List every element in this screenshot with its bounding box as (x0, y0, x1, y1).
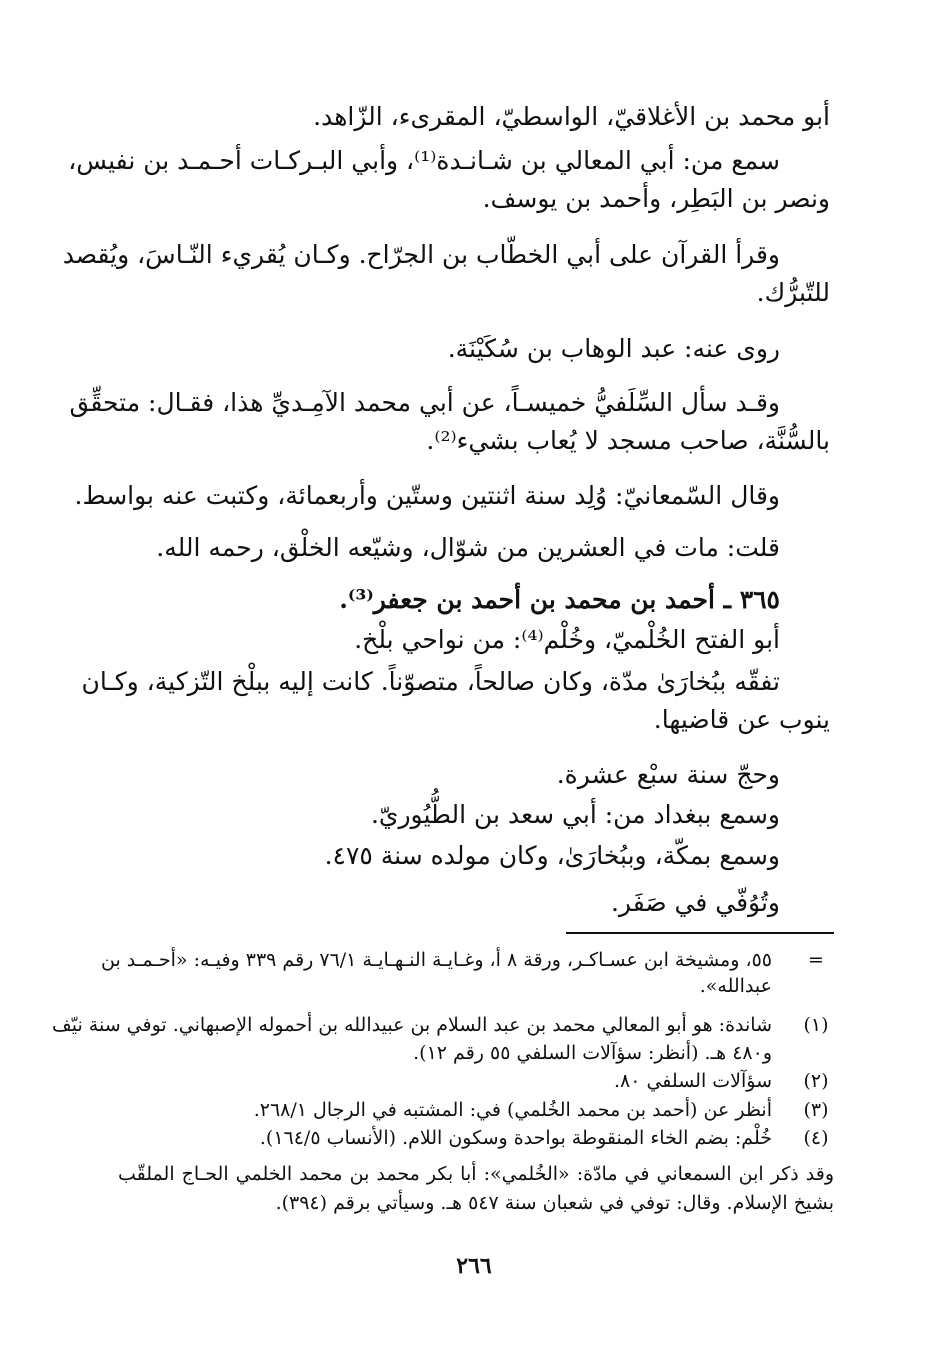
paragraph-line: أبو محمد بن الأغلاقيّ، الواسطيّ، المقرىء، الزّاهد. (313, 102, 830, 131)
footnote-line: عبدالله». (699, 975, 772, 997)
paragraph-line: تفقّه ببُخارَىٰ مدّة، وكان صالحاً، متصوّناً. كانت إليه ببلْخ التّزكية، وكـان (81, 667, 780, 696)
footnote-line: و٤٨٠ هـ. (أنظر: سؤآلات السلفي ٥٥ رقم ١٢). (413, 1042, 772, 1064)
footnote-line: شاندة: هو أبو المعالي محمد بن عبد السلام بن عبيدالله بن أحموله الإصبهاني. توفي سنة نيّف (52, 1014, 772, 1036)
footnote-line: أنظر عن (أحمد بن محمد الخُلمي) في: المشتبه في الرجال ٢٦٨/١. (253, 1099, 772, 1121)
footnote-marker: (٢) (803, 1070, 829, 1092)
paragraph-line: ونصر بن البَطِر، وأحمد بن يوسف. (482, 184, 830, 213)
paragraph-line: وسمع بمكّة، وببُخارَىٰ، وكان مولده سنة ٤٧٥. (324, 841, 780, 870)
paragraph-line: وحجّ سنة سبْع عشرة. (556, 760, 780, 789)
footnote-marker: (١) (803, 1014, 829, 1036)
paragraph-line: بالسُّنَّة، صاحب مسجد لا يُعاب بشيء⁽²⁾. (426, 426, 830, 455)
paragraph-line: روى عنه: عبد الوهاب بن سُكَيْنَة. (447, 334, 780, 363)
page-number: ٢٦٦ (456, 1253, 492, 1279)
paragraph-line: للتّبرُّك. (756, 278, 830, 307)
paragraph-line: وتُوُفّي في صَفَر. (610, 888, 780, 917)
footnote-separator (566, 932, 834, 934)
footnote-marker: (٣) (803, 1099, 829, 1121)
footnote-line: سؤآلات السلفي ٨٠. (613, 1070, 772, 1092)
paragraph-line: سمع من: أبي المعالي بن شـانـدة⁽¹⁾، وأبي البـركـات أحـمـد بن نفيس، (68, 146, 780, 175)
footnote-line: خُلْم: بضم الخاء المنقوطة بواحدة وسكون اللام. (الأنساب ١٦٤/٥). (259, 1127, 772, 1149)
footnote-marker: = (808, 949, 824, 971)
paragraph-line: ينوب عن قاضيها. (653, 705, 830, 734)
footnote-marker: (٤) (803, 1127, 829, 1149)
paragraph-line: وقـد سأل السِّلَفيُّ خميسـاً، عن أبي محمد الآمِـديِّ هذا، فقـال: متحقِّق (69, 388, 780, 417)
footnote-line: ٥٥، ومشيخة ابن عسـاكـر، ورقة ٨ أ، وغـايـة النـهـايـة ٧٦/١ رقم ٣٣٩ وفيـه: «أحـمـد بن (101, 949, 772, 971)
footnote-line: وقد ذكر ابن السمعاني في مادّة: «الخُلمي»: أبا بكر محمد بن محمد الخلمي الحـاج الملقّب (118, 1163, 834, 1185)
paragraph-line: قلت: مات في العشرين من شوّال، وشيّعه الخلْق، رحمه الله. (156, 533, 780, 562)
entry-heading: ٣٦٥ ـ أحمد بن محمد بن أحمد بن جعفر⁽³⁾. (339, 585, 780, 614)
paragraph-line: وقرأ القرآن على أبي الخطّاب بن الجرّاح. وكـان يُقريء النّـاسَ، ويُقصد (62, 240, 780, 269)
footnote-line: بشيخ الإسلام. وقال: توفي في شعبان سنة ٥٤٧ هـ. وسيأتي برقم (٣٩٤). (275, 1192, 834, 1214)
paragraph-line: أبو الفتح الخُلْميّ، وخُلْم⁽⁴⁾: من نواحي بلْخ. (354, 625, 780, 654)
paragraph-line: وقال السّمعانيّ: وُلِد سنة اثنتين وستّين وأربعمائة، وكتبت عنه بواسط. (74, 481, 780, 510)
paragraph-line: وسمع ببغداد من: أبي سعد بن الطُّيُوريّ. (370, 800, 780, 829)
